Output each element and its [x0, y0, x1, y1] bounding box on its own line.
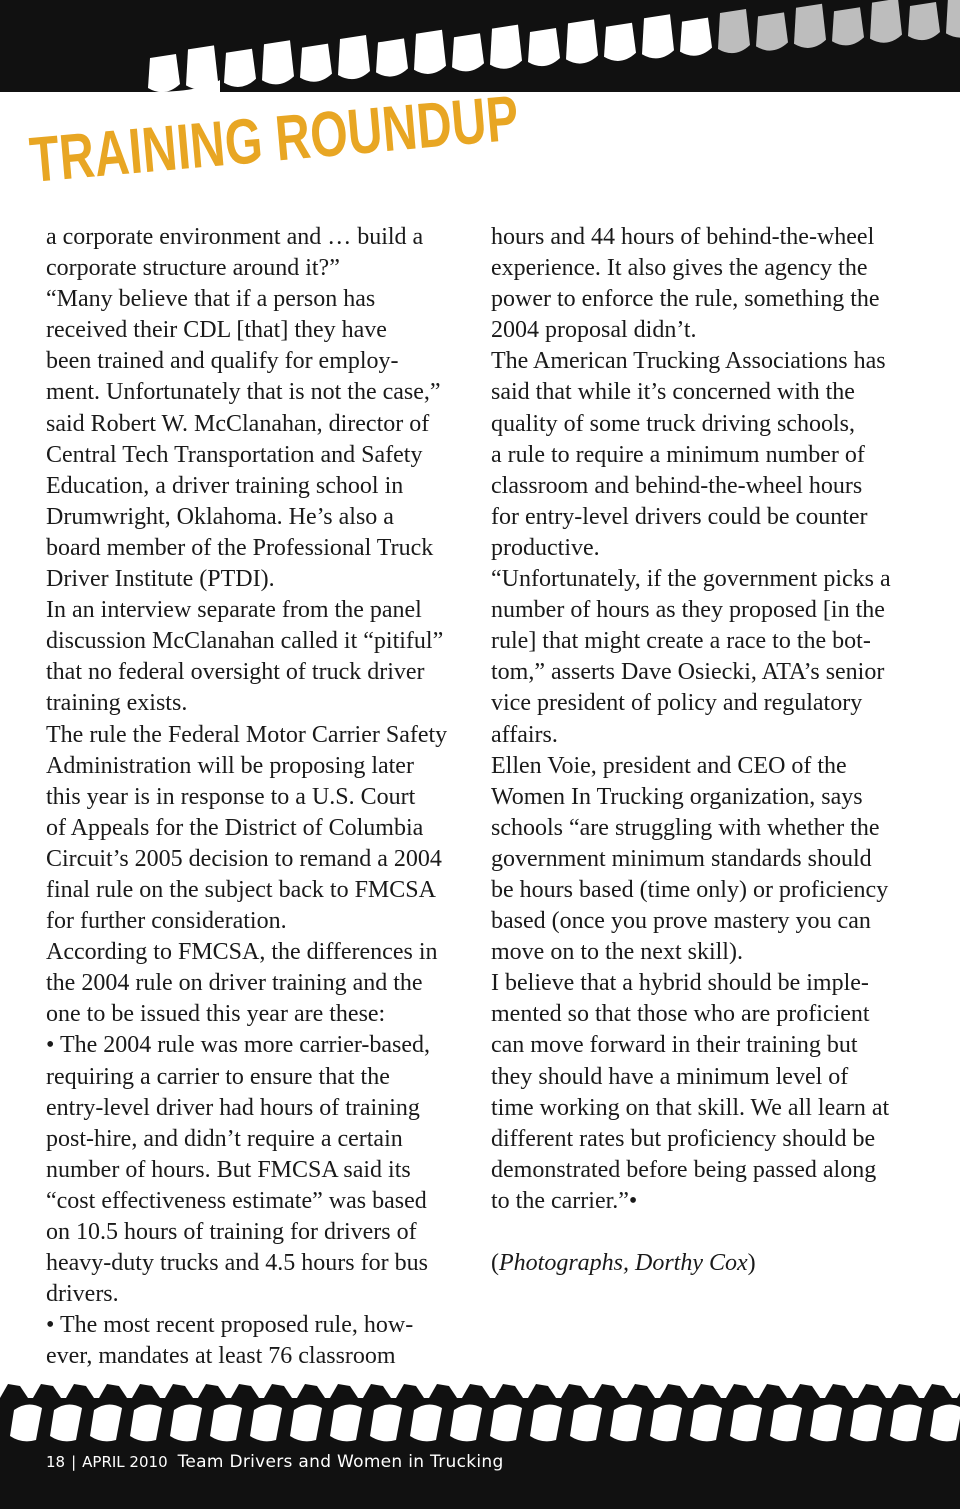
article-line: • The 2004 rule was more carrier-based, [46, 1032, 430, 1059]
article-line: different rates but proficiency should be [491, 1125, 876, 1152]
article-line: for further consideration. [46, 908, 287, 935]
publication-title: Team Drivers and Women in Trucking [177, 1452, 504, 1472]
article-line: of Appeals for the District of Columbia [46, 814, 424, 841]
article-column-left [46, 222, 476, 1372]
article-line: demonstrated before being passed along [491, 1156, 877, 1183]
article-line: In an interview separate from the panel [46, 597, 422, 624]
article-line: “Unfortunately, if the government picks a [491, 566, 891, 593]
article-line: Women In Trucking organization, says [491, 783, 863, 810]
article-line: to the carrier.”• [491, 1187, 638, 1214]
article-line: requiring a carrier to ensure that the [46, 1063, 390, 1090]
article-column-right [491, 222, 921, 1279]
article-line: said Robert W. McClanahan, director of [46, 410, 430, 437]
article-line: productive. [491, 534, 600, 561]
article-line: number of hours as they proposed [in the [491, 597, 885, 624]
article-line: based (once you prove mastery you can [491, 908, 871, 935]
article-line: Ellen Voie, president and CEO of the [491, 752, 847, 779]
article-line: the 2004 rule on driver training and the [46, 970, 423, 997]
article-line: a rule to require a minimum number of [491, 441, 865, 468]
article-line: training exists. [46, 690, 188, 717]
article-line: tom,” asserts Dave Osiecki, ATA’s senior [491, 659, 885, 686]
article-line: can move forward in their training but [491, 1032, 858, 1059]
article-line: classroom and behind-the-wheel hours [491, 472, 863, 499]
article-line: quality of some truck driving schools, [491, 410, 855, 437]
article-line: ment. Unfortunately that is not the case,” [46, 379, 441, 406]
article-line: The American Trucking Associations has [491, 348, 886, 375]
section-title [26, 67, 682, 196]
article-line: been trained and qualify for employ- [46, 348, 399, 375]
article-line: “Many believe that if a person has [46, 286, 376, 313]
article-line: received their CDL [that] they have [46, 317, 387, 344]
article-line: schools “are struggling with whether the [491, 814, 880, 841]
article-line: Administration will be proposing later [46, 752, 414, 779]
issue-date: APRIL 2010 [82, 1453, 168, 1471]
article-line: corporate structure around it?” [46, 255, 340, 282]
section-title-text: TRAINING ROUNDUP [26, 67, 682, 196]
article-line: government minimum standards should [491, 845, 872, 872]
article-line: power to enforce the rule, something the [491, 286, 880, 313]
article-line: on 10.5 hours of training for drivers of [46, 1219, 417, 1245]
footer-band [0, 1384, 960, 1509]
article-line: they should have a minimum level of [491, 1063, 849, 1090]
article-line: one to be issued this year are these: [46, 1001, 386, 1028]
article-line: discussion McClanahan called it “pitiful” [46, 628, 444, 655]
article-line: be hours based (time only) or proficiency [491, 876, 889, 903]
article-line: hours and 44 hours of behind-the-wheel [491, 224, 875, 250]
article-line: drivers. [46, 1281, 119, 1308]
article-line: mented so that those who are proficient [491, 1001, 870, 1028]
article-line: move on to the next skill). [491, 939, 743, 966]
article-line: a corporate environment and … build a [46, 224, 424, 250]
article-line: Driver Institute (PTDI). [46, 566, 275, 593]
page-footer [46, 1452, 504, 1472]
article-line: heavy-duty trucks and 4.5 hours for bus [46, 1250, 428, 1277]
article-line: this year is in response to a U.S. Court [46, 783, 416, 810]
footer-separator: | [71, 1453, 77, 1471]
article-line: experience. It also gives the agency the [491, 255, 868, 282]
article-line: “cost effectiveness estimate” was based [46, 1187, 427, 1214]
article-line: number of hours. But FMCSA said its [46, 1156, 411, 1183]
article-line: Central Tech Transportation and Safety [46, 441, 423, 468]
article-line: vice president of policy and regulatory [491, 690, 863, 717]
article-line: 2004 proposal didn’t. [491, 317, 697, 344]
article-line: The rule the Federal Motor Carrier Safety [46, 721, 448, 748]
page-number: 18 [46, 1453, 66, 1471]
article-line: I believe that a hybrid should be imple- [491, 970, 869, 997]
article-line: entry-level driver had hours of training [46, 1094, 420, 1121]
article-line: that no federal oversight of truck driver [46, 659, 425, 686]
article-line: for entry-level drivers could be counter [491, 503, 868, 530]
article-line: said that while it’s concerned with the [491, 379, 855, 406]
photo-credit-caption: (Photographs, Dorthy Cox) [491, 1250, 756, 1277]
article-line: Drumwright, Oklahoma. He’s also a [46, 503, 394, 530]
article-line: final rule on the subject back to FMCSA [46, 876, 436, 903]
article-line: board member of the Professional Truck [46, 534, 434, 561]
article-line: Circuit’s 2005 decision to remand a 2004 [46, 845, 442, 872]
article-line: • The most recent proposed rule, how- [46, 1312, 414, 1339]
article-line: According to FMCSA, the differences in [46, 939, 438, 966]
article-line: Education, a driver training school in [46, 472, 404, 499]
article-line: ever, mandates at least 76 classroom [46, 1343, 396, 1370]
article-line: affairs. [491, 721, 558, 748]
article-line: rule] that might create a race to the bot- [491, 628, 871, 655]
article-line: post-hire, and didn’t require a certain [46, 1125, 403, 1152]
photo-credit-text: Photographs, Dorthy Cox [499, 1250, 748, 1277]
article-line: time working on that skill. We all learn at [491, 1094, 890, 1121]
